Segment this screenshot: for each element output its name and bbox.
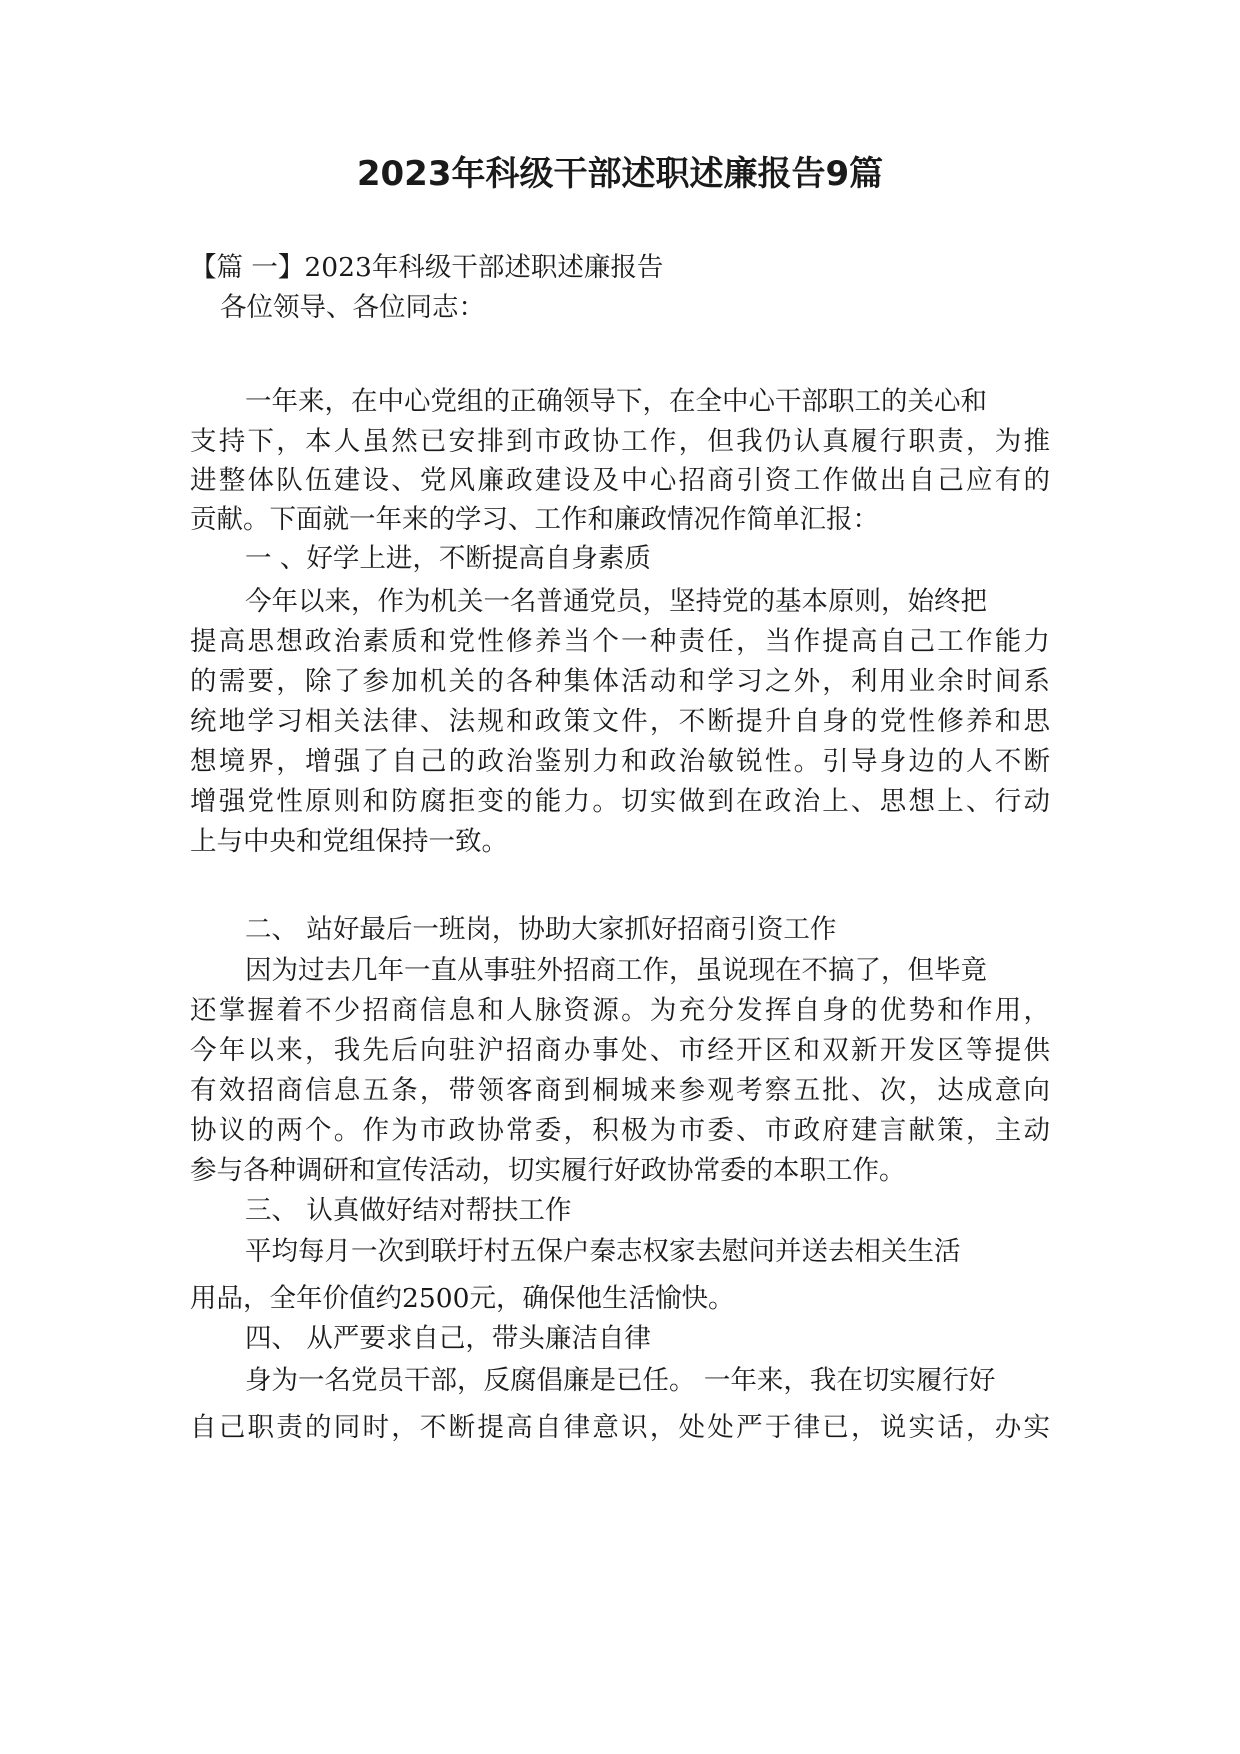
paragraph-1-line-3: 进整体队伍建设、党风廉政建设及中心招商引资工作做出自己应有的 [190, 465, 1050, 496]
paragraph-5-line-2: 自己职责的同时，不断提高自律意识，处处严于律已，说实话，办实 [190, 1412, 1050, 1443]
document-title: 2023年科级干部述职述廉报告9篇 [356, 154, 884, 194]
paragraph-4-line-1: 平均每月一次到联圩村五保户秦志权家去慰问并送去相关生活 [245, 1236, 961, 1267]
paragraph-1-line-4: 贡献。下面就一年来的学习、工作和廉政情况作简单汇报： [190, 504, 879, 535]
paragraph-2-line-5: 想境界，增强了自己的政治鉴别力和政治敏锐性。引导身边的人不断 [190, 746, 1050, 777]
paragraph-3-line-6: 参与各种调研和宣传活动，切实履行好政协常委的本职工作。 [190, 1155, 906, 1186]
paragraph-3-line-5: 协议的两个。作为市政协常委，积极为市委、市政府建言献策，主动 [190, 1115, 1050, 1146]
paragraph-2-line-3: 的需要，除了参加机关的各种集体活动和学习之外，利用业余时间系 [190, 666, 1050, 697]
paragraph-3-line-3: 今年以来，我先后向驻沪招商办事处、市经开区和双新开发区等提供 [190, 1035, 1050, 1066]
heading-2: 二、 站好最后一班岗，协助大家抓好招商引资工作 [245, 914, 837, 945]
paragraph-2-line-4: 统地学习相关法律、法规和政策文件，不断提升自身的党性修养和思 [190, 706, 1050, 737]
salutation: 各位领导、各位同志： [220, 292, 485, 323]
paragraph-2-line-2: 提高思想政治素质和党性修养当个一种责任，当作提高自己工作能力 [190, 626, 1050, 657]
paragraph-1-line-1: 一年来，在中心党组的正确领导下，在全中心干部职工的关心和 [245, 386, 987, 417]
heading-1: 一 、好学上进，不断提高自身素质 [245, 543, 651, 574]
paragraph-3-line-2: 还掌握着不少招商信息和人脉资源。为充分发挥自身的优势和作用， [190, 995, 1050, 1026]
paragraph-3-line-4: 有效招商信息五条，带领客商到桐城来参观考察五批、次，达成意向 [190, 1075, 1050, 1106]
paragraph-2-line-6: 增强党性原则和防腐拒变的能力。切实做到在政治上、思想上、行动 [190, 786, 1050, 817]
paragraph-2-line-7: 上与中央和党组保持一致。 [190, 826, 508, 857]
heading-3: 三、 认真做好结对帮扶工作 [245, 1195, 572, 1226]
heading-4: 四、 从严要求自己，带头廉洁自律 [245, 1323, 651, 1354]
section-heading: 【篇 一】2023年科级干部述职述廉报告 [190, 252, 664, 283]
paragraph-5-line-1: 身为一名党员干部，反腐倡廉是已任。 一年来，我在切实履行好 [245, 1365, 996, 1396]
paragraph-2-line-1: 今年以来，作为机关一名普通党员，坚持党的基本原则，始终把 [245, 586, 987, 617]
paragraph-3-line-1: 因为过去几年一直从事驻外招商工作，虽说现在不搞了，但毕竟 [245, 955, 987, 986]
paragraph-1-line-2: 支持下，本人虽然已安排到市政协工作，但我仍认真履行职责，为推 [190, 426, 1050, 457]
paragraph-4-line-2: 用品，全年价值约2500元，确保他生活愉快。 [190, 1283, 735, 1314]
